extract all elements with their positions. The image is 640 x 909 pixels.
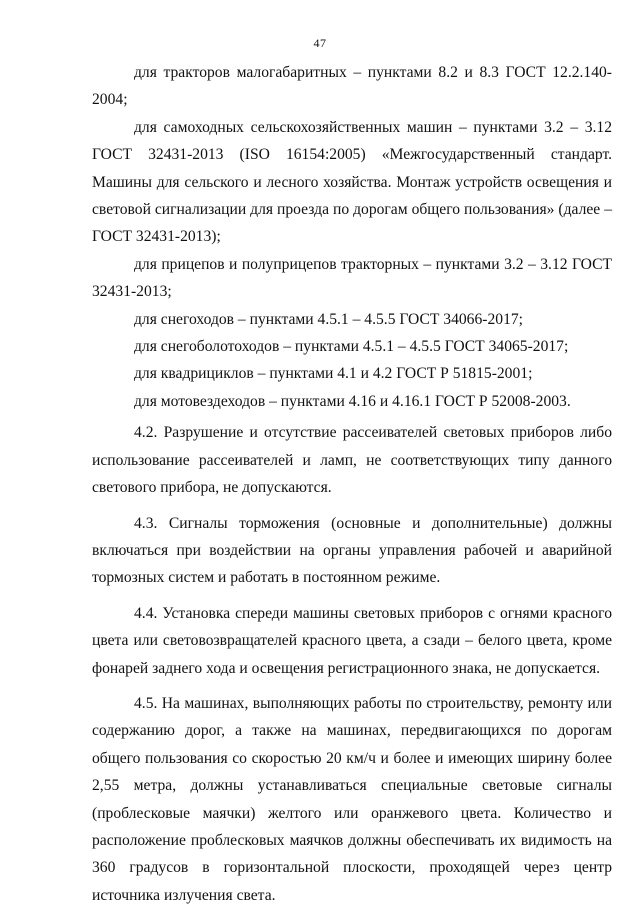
body-text: [92, 59, 612, 909]
paragraph-self-propelled: для самоходных сельскохозяйственных машин – пунктами 3.2 – 3.12 ГОСТ 32431-2013 (ISO 16154:2005) «Межгосударственный стандарт. Машины для сельского и лесного хозяйства. Монтаж устройств освещения и световой сигнализации для проезда по дорогам общего пользования» (далее – ГОСТ 32431-2013);: [92, 118, 612, 246]
paragraph-section-4-3: 4.3. Сигналы торможения (основные и дополнительные) должны включаться при воздействии на органы управления рабочей и аварийной тормозных систем и работать в постоянном режиме.: [92, 514, 612, 587]
paragraph-quadricycles: для квадрициклов – пунктами 4.1 и 4.2 ГОСТ Р 51815-2001;: [134, 365, 533, 383]
paragraph-trailers: для прицепов и полуприцепов тракторных – пунктами 3.2 – 3.12 ГОСТ 32431-2013;: [92, 255, 612, 301]
paragraph-section-4-2: 4.2. Разрушение и отсутствие рассеивателей световых приборов либо использование рассеивателей и ламп, не соответствующих типу данного светового прибора, не допускаются.: [92, 424, 612, 497]
paragraph-section-4-4: 4.4. Установка спереди машины световых приборов с огнями красного цвета или световозвращателей красного цвета, а сзади – белого цвета, кроме фонарей заднего хода и освещения регистрационного знака, не допускается.: [92, 604, 612, 677]
paragraph-swamp-vehicles: для снегоболотоходов – пунктами 4.5.1 – 4.5.5 ГОСТ 34065-2017;: [134, 338, 569, 356]
paragraph-section-4-5: 4.5. На машинах, выполняющих работы по строительству, ремонту или содержанию дорог, а также на машинах, передвигающихся по дорогам общего пользования со скоростью 20 км/ч и более и имеющих ширину более 2,55 метра, должны устанавливаться специальные световые сигналы (проблесковые маячки) желтого или оранжевого цвета. Количество и расположение проблесковых маячков должны обеспечивать их видимость на 360 градусов в горизонтальной плоскости, проходящей через центр источника излучения света.: [92, 694, 612, 904]
paragraph-atvs: для мотовездеходов – пунктами 4.16 и 4.16.1 ГОСТ Р 52008-2003.: [134, 392, 571, 410]
page-number: 47: [313, 36, 327, 50]
paragraph-snowmobiles: для снегоходов – пунктами 4.5.1 – 4.5.5 ГОСТ 34066-2017;: [134, 310, 523, 328]
paragraph-tractors-small: для тракторов малогабаритных – пунктами 8.2 и 8.3 ГОСТ 12.2.140-2004;: [92, 64, 612, 109]
